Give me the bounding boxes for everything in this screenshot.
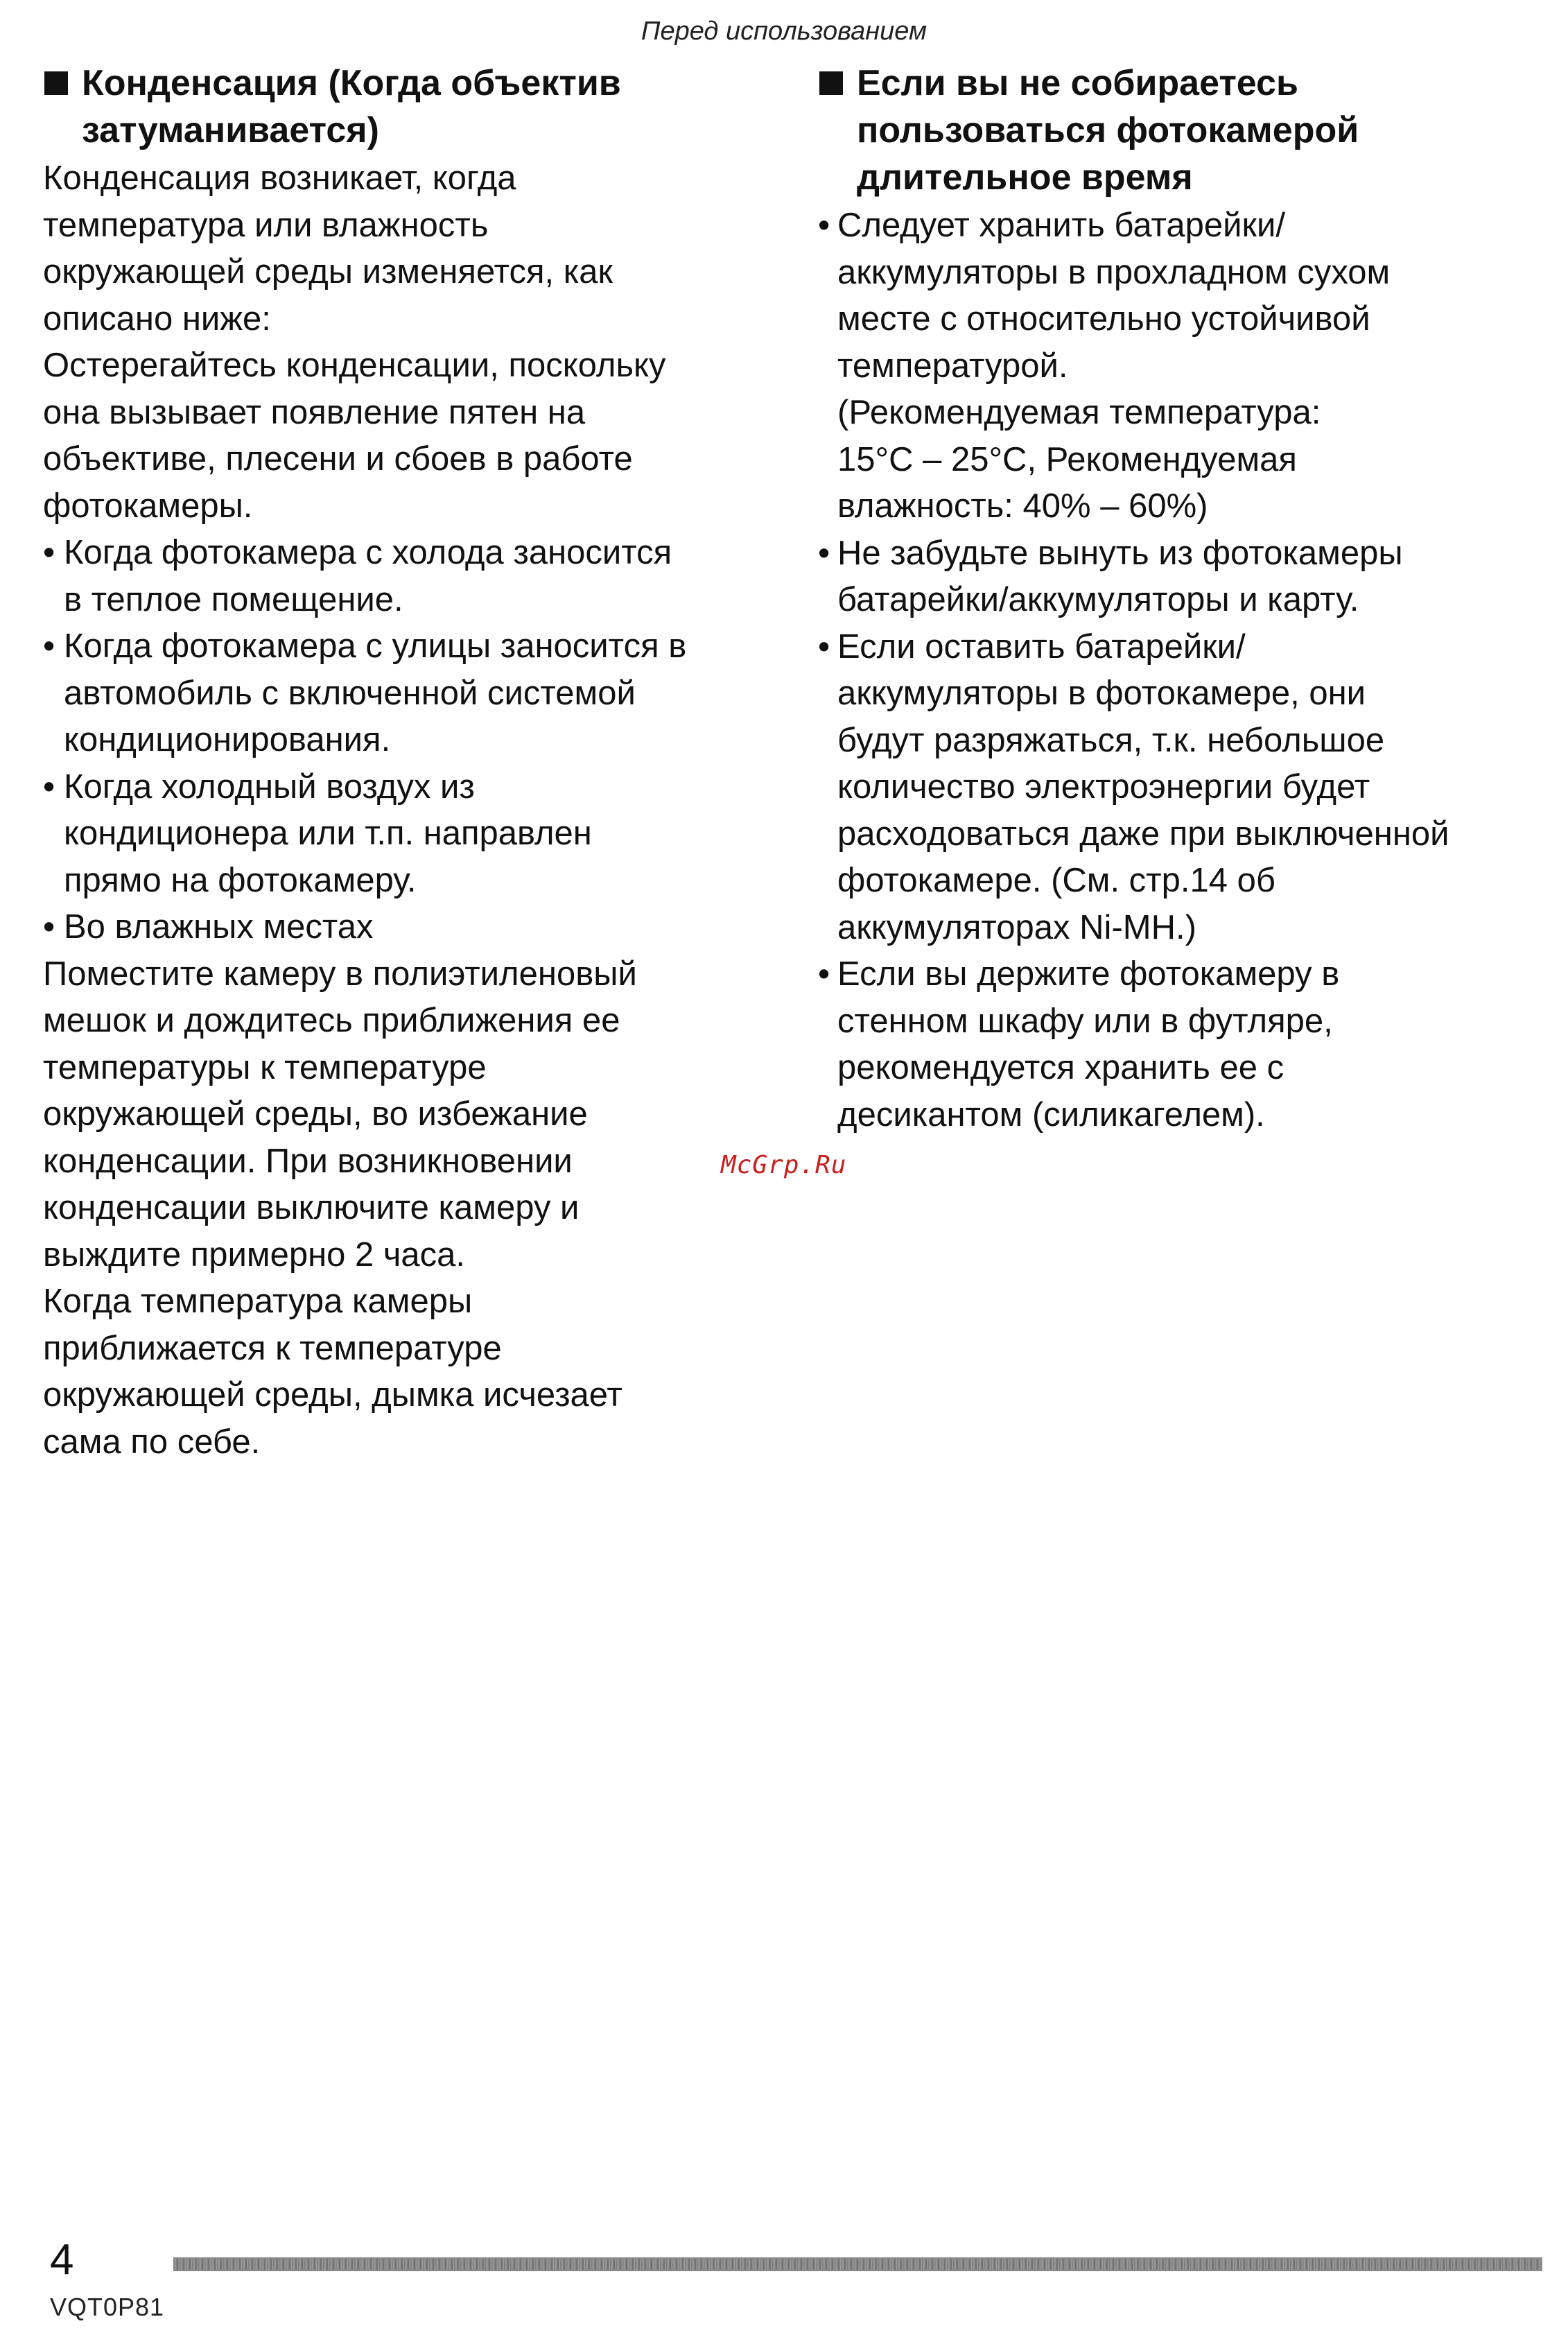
bullet-icon: • <box>43 908 55 946</box>
bullet-text: автомобиль с включенной системой <box>64 674 636 712</box>
bullet-text: Когда холодный воздух из <box>64 767 475 806</box>
bullet-text: будут разряжаться, т.к. небольшое <box>837 721 1385 759</box>
bullet-text: прямо на фотокамеру. <box>64 861 417 899</box>
section-title-line: длительное время <box>857 157 1193 198</box>
bullet-text: (Рекомендуемая температура: <box>837 394 1321 431</box>
text-line: конденсации выключите камеру и <box>43 1189 580 1226</box>
black-square-icon <box>819 71 843 95</box>
bullet-icon: • <box>818 955 830 993</box>
intro-paragraph <box>43 155 764 530</box>
bullet-icon: • <box>818 627 830 666</box>
bullet-list <box>43 530 764 951</box>
bullet-text: месте с относительно устойчивой <box>837 300 1370 338</box>
bullet-text: Не забудьте вынуть из фотокамеры <box>837 534 1403 572</box>
text-line: температура или влажность <box>43 206 489 244</box>
watermark: McGrp.Ru <box>721 1151 847 1179</box>
bullet-text: 15°C – 25°C, Рекомендуемая <box>837 440 1297 478</box>
bullet-text: батарейки/аккумуляторы и карту. <box>837 581 1359 618</box>
bullet-text: кондиционирования. <box>64 721 391 758</box>
bullet-text: Если вы держите фотокамеру в <box>837 955 1340 993</box>
bullet-text: влажность: 40% – 60%) <box>837 487 1208 525</box>
section-title-condensation <box>43 60 764 154</box>
bullet-text: количество электроэнергии будет <box>837 768 1370 806</box>
bullet-icon: • <box>818 207 830 244</box>
section-title-line: затуманивается) <box>82 110 379 150</box>
text-line: Остерегайтесь конденсации, поскольку <box>43 347 666 384</box>
list-item <box>818 530 1539 624</box>
black-square-icon <box>44 71 68 95</box>
section-title-line: Конденсация (Когда объектив <box>82 63 621 103</box>
bullet-icon: • <box>818 534 830 572</box>
bullet-text: Когда фотокамера с холода заносится <box>64 534 672 571</box>
bullet-text: аккумуляторах Ni-MH.) <box>837 908 1196 946</box>
bullet-text: рекомендуется хранить ее с <box>837 1049 1284 1086</box>
footer-rule <box>173 2257 1542 2271</box>
text-line: приближается к температуре <box>43 1329 502 1367</box>
bullet-list <box>818 202 1539 1138</box>
text-line: окружающей среды изменяется, как <box>43 253 613 290</box>
outro-paragraph <box>43 951 764 1466</box>
running-header: Перед использованием <box>641 17 927 46</box>
bullet-text: кондиционера или т.п. направлен <box>64 815 592 852</box>
bullet-icon: • <box>43 627 55 665</box>
bullet-text: фотокамере. (См. стр.14 об <box>837 862 1275 899</box>
bullet-text: Когда фотокамера с улицы заносится в <box>64 627 687 665</box>
text-line: окружающей среды, дымка исчезает <box>43 1376 622 1414</box>
list-item <box>818 624 1539 952</box>
list-item <box>818 202 1539 530</box>
bullet-text: Если оставить батарейки/ <box>837 627 1246 666</box>
list-item <box>43 623 764 764</box>
bullet-text: Во влажных местах <box>64 908 374 946</box>
section-title-line: пользоваться фотокамерой <box>857 110 1359 150</box>
bullet-icon: • <box>43 767 55 806</box>
section-title-long-storage <box>818 60 1539 201</box>
text-line: сама по себе. <box>43 1423 261 1461</box>
bullet-text: в теплое помещение. <box>64 580 403 618</box>
text-line: объективе, плесени и сбоев в работе <box>43 440 633 478</box>
list-item <box>43 764 764 905</box>
list-item <box>43 530 764 623</box>
text-line: Поместите камеру в полиэтиленовый <box>43 955 637 993</box>
section-title-line: Если вы не собираетесь <box>857 63 1298 103</box>
page-number: 4 <box>50 2236 74 2284</box>
bullet-text: стенном шкафу или в футляре, <box>837 1002 1333 1040</box>
text-line: выждите примерно 2 часа. <box>43 1235 466 1274</box>
bullet-text: аккумуляторы в фотокамере, они <box>837 675 1366 712</box>
text-line: мешок и дождитесь приближения ее <box>43 1002 620 1039</box>
text-line: фотокамеры. <box>43 487 253 525</box>
text-line: она вызывает появление пятен на <box>43 393 586 431</box>
left-column <box>43 60 764 1466</box>
bullet-text: десикантом (силикагелем). <box>837 1095 1265 1134</box>
text-line: Конденсация возникает, когда <box>43 159 516 197</box>
list-item <box>43 904 764 951</box>
bullet-text: температурой. <box>837 347 1068 385</box>
document-code: VQT0P81 <box>50 2293 165 2321</box>
text-line: Когда температура камеры <box>43 1283 473 1320</box>
bullet-text: Следует хранить батарейки/ <box>837 207 1285 244</box>
text-line: конденсации. При возникновении <box>43 1142 573 1180</box>
text-line: окружающей среды, во избежание <box>43 1095 588 1133</box>
text-line: температуры к температуре <box>43 1048 487 1086</box>
text-line: описано ниже: <box>43 300 271 338</box>
bullet-icon: • <box>43 534 55 571</box>
right-column <box>818 60 1539 1138</box>
bullet-text: расходоваться даже при выключенной <box>837 815 1449 853</box>
bullet-text: аккумуляторы в прохладном сухом <box>837 253 1391 291</box>
list-item <box>818 951 1539 1138</box>
